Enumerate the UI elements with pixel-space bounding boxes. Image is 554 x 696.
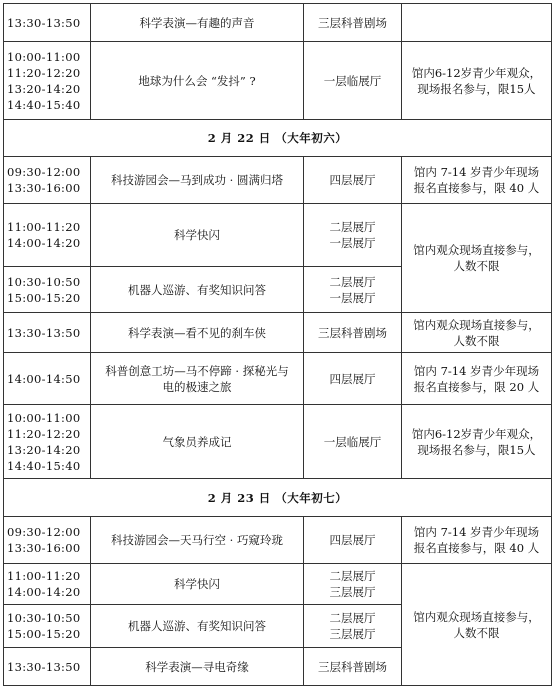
- activity-cell: 科学表演—有趣的声音: [91, 4, 304, 42]
- activity-cell: 科普创意工坊—马不停蹄 · 探秘光与 电的极速之旅: [91, 353, 304, 405]
- date-heading: 2 月 23 日 （大年初七）: [4, 479, 552, 517]
- time-cell: 11:00-11:20 14:00-14:20: [4, 204, 91, 267]
- table-row: [4, 564, 552, 605]
- activity-cell: 科学快闪: [91, 204, 304, 267]
- note-cell: [402, 4, 552, 42]
- location-cell: 二层展厅 三层展厅: [304, 564, 402, 605]
- date-heading: 2 月 22 日 （大年初六）: [4, 120, 552, 157]
- date-row: [4, 479, 552, 517]
- time-cell: 10:30-10:50 15:00-15:20: [4, 267, 91, 313]
- time-cell: 11:00-11:20 14:00-14:20: [4, 564, 91, 605]
- activity-cell: 科学表演—寻电奇缘: [91, 648, 304, 686]
- activity-cell: 气象员养成记: [91, 405, 304, 479]
- location-cell: 四层展厅: [304, 517, 402, 564]
- note-cell: 馆内观众现场直接参与， 人数不限: [402, 564, 552, 686]
- location-cell: 一层临展厅: [304, 405, 402, 479]
- note-cell: 馆内 7-14 岁青少年现场 报名直接参与，限 40 人: [402, 517, 552, 564]
- note-cell: 馆内 7-14 岁青少年现场 报名直接参与，限 40 人: [402, 157, 552, 204]
- time-cell: 13:30-13:50: [4, 313, 91, 353]
- time-cell: 14:00-14:50: [4, 353, 91, 405]
- activity-cell: 机器人巡游、有奖知识问答: [91, 605, 304, 648]
- time-cell: 13:30-13:50: [4, 4, 91, 42]
- location-cell: 三层科普剧场: [304, 648, 402, 686]
- table-row: [4, 313, 552, 353]
- table-row: [4, 157, 552, 204]
- activity-cell: 机器人巡游、有奖知识问答: [91, 267, 304, 313]
- note-cell: 馆内观众现场直接参与， 人数不限: [402, 313, 552, 353]
- activity-cell: 科技游园会—天马行空 · 巧窥玲珑: [91, 517, 304, 564]
- note-cell: 馆内6-12岁青少年观众， 现场报名参与，限15人: [402, 42, 552, 120]
- location-cell: 三层科普剧场: [304, 313, 402, 353]
- location-cell: 二层展厅 一层展厅: [304, 267, 402, 313]
- schedule-table: [3, 3, 552, 686]
- location-cell: 二层展厅 一层展厅: [304, 204, 402, 267]
- table-row: [4, 353, 552, 405]
- activity-cell: 科技游园会—马到成功 · 圆满归塔: [91, 157, 304, 204]
- time-cell: 09:30-12:00 13:30-16:00: [4, 157, 91, 204]
- location-cell: 一层临展厅: [304, 42, 402, 120]
- time-cell: 10:00-11:00 11:20-12:20 13:20-14:20 14:40-15:40: [4, 42, 91, 120]
- note-cell: 馆内 7-14 岁青少年现场 报名直接参与，限 20 人: [402, 353, 552, 405]
- table-row: [4, 204, 552, 267]
- table-row: [4, 42, 552, 120]
- time-cell: 09:30-12:00 13:30-16:00: [4, 517, 91, 564]
- location-cell: 四层展厅: [304, 353, 402, 405]
- location-cell: 三层科普剧场: [304, 4, 402, 42]
- table-row: [4, 405, 552, 479]
- activity-cell: 科学快闪: [91, 564, 304, 605]
- activity-cell: 科学表演—看不见的刹车侠: [91, 313, 304, 353]
- location-cell: 四层展厅: [304, 157, 402, 204]
- activity-cell: 地球为什么会 “发抖” ?: [91, 42, 304, 120]
- note-cell: 馆内观众现场直接参与， 人数不限: [402, 204, 552, 313]
- time-cell: 13:30-13:50: [4, 648, 91, 686]
- table-row: [4, 517, 552, 564]
- location-cell: 二层展厅 三层展厅: [304, 605, 402, 648]
- time-cell: 10:30-10:50 15:00-15:20: [4, 605, 91, 648]
- table-row: [4, 4, 552, 42]
- date-row: [4, 120, 552, 157]
- note-cell: 馆内6-12岁青少年观众， 现场报名参与，限15人: [402, 405, 552, 479]
- time-cell: 10:00-11:00 11:20-12:20 13:20-14:20 14:40-15:40: [4, 405, 91, 479]
